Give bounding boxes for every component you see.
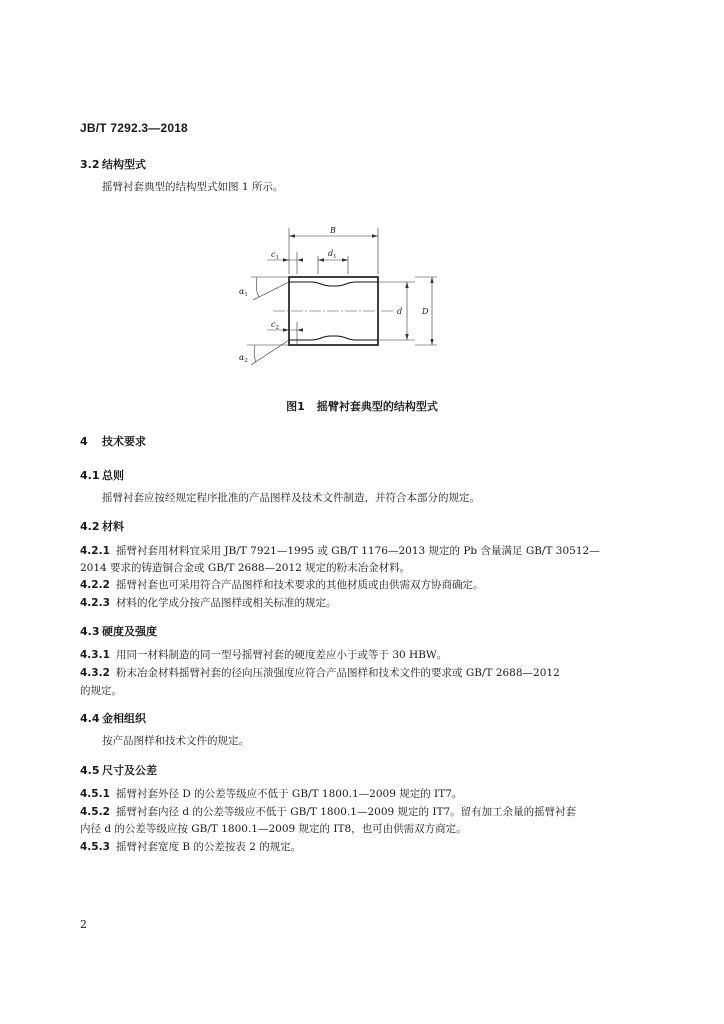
clause-4-5-1	[80, 785, 462, 803]
clause-number: 4.5.2	[80, 806, 110, 818]
section-title: 材料	[102, 520, 124, 533]
page-number: 2	[80, 918, 87, 931]
clause-text: 材料的化学成分按产品图样或相关标准的规定。	[116, 597, 337, 609]
clause-text: 用同一材料制造的同一型号摇臂衬套的硬度差应小于或等于 30 HBW。	[116, 649, 448, 661]
section-title: 技术要求	[102, 435, 146, 448]
chamfer-angle-alpha2	[239, 340, 289, 365]
dimension-b	[289, 226, 378, 274]
label-d1: $d_1$	[328, 249, 337, 260]
clause-number: 4.2.2	[80, 579, 110, 591]
section-title: 尺寸及公差	[102, 764, 157, 777]
section-3-2-text: 摇臂衬套典型的结构型式如图 1 所示。	[102, 181, 284, 193]
clause-text: 摇臂衬套也可采用符合产品图样和技术要求的其他材质或由供需双方协商确定。	[116, 579, 484, 591]
section-4-heading	[80, 433, 146, 449]
clause-text: 粉末冶金材料摇臂衬套的径向压溃强度应符合产品图样和技术文件的要求或 GB/T 2688—2012	[116, 667, 560, 679]
clause-text: 摇臂衬套外径 D 的公差等级应不低于 GB/T 1800.1—2009 规定的 IT7。	[116, 788, 463, 800]
section-title: 金相组织	[102, 712, 146, 725]
section-4-4-heading	[80, 710, 146, 726]
section-number: 4.4	[80, 712, 100, 725]
label-alpha2: $\alpha_2$	[239, 353, 248, 364]
section-4-4-text: 按产品图样和技术文件的规定。	[102, 735, 249, 747]
clause-4-5-2-cont: 内径 d 的公差等级应按 GB/T 1800.1—2009 规定的 IT8，也可由供需双方商定。	[80, 823, 467, 835]
label-c2: $c_2$	[271, 320, 279, 331]
section-number: 4.2	[80, 520, 100, 533]
figure-caption-text: 摇臂衬套典型的结构型式	[316, 400, 438, 413]
clause-number: 4.3.2	[80, 667, 110, 679]
dimension-c1	[267, 250, 303, 274]
section-4-1-text: 摇臂衬套应按经规定程序批准的产品图样及技术文件制造，并符合本部分的规定。	[102, 492, 480, 504]
label-alpha1: $\alpha_1$	[239, 287, 248, 298]
clause-4-2-2	[80, 576, 484, 594]
section-title: 结构型式	[102, 158, 146, 171]
section-number: 4.5	[80, 764, 100, 777]
section-title: 硬度及强度	[102, 625, 157, 638]
label-c1: $c_1$	[271, 250, 279, 261]
chamfer-angle-alpha1	[239, 277, 289, 300]
figure-caption	[0, 398, 724, 414]
clause-text: 摇臂衬套宽度 B 的公差按表 2 的规定。	[116, 841, 302, 853]
clause-number: 4.2.3	[80, 597, 110, 609]
dimension-d1	[318, 249, 348, 274]
bushing-structure-figure	[225, 222, 455, 372]
section-4-2-heading	[80, 518, 124, 534]
clause-number: 4.3.1	[80, 649, 110, 661]
clause-number: 4.2.1	[80, 545, 110, 557]
label-b: B	[330, 226, 336, 235]
label-d: d	[397, 307, 403, 316]
clause-4-5-3	[80, 838, 301, 856]
section-title: 总则	[102, 469, 124, 482]
bushing-body	[273, 277, 393, 345]
clause-4-3-2-cont: 的规定。	[80, 685, 122, 697]
label-D: D	[422, 307, 429, 316]
clause-text: 摇臂衬套内径 d 的公差等级应不低于 GB/T 1800.1—2009 规定的 IT7。留有加工余量的摇臂衬套	[116, 806, 577, 818]
clause-4-2-1	[80, 542, 600, 560]
section-4-3-heading	[80, 623, 157, 639]
clause-4-3-1	[80, 646, 447, 664]
clause-number: 4.5.1	[80, 788, 110, 800]
clause-text: 摇臂衬套用材料宜采用 JB/T 7921—1995 或 GB/T 1176—2013 规定的 Pb 含量满足 GB/T 30512—	[116, 545, 600, 557]
clause-number: 4.5.3	[80, 841, 110, 853]
dimension-outer-diameter	[415, 277, 437, 345]
standard-id-header: JB/T 7292.3—2018	[80, 121, 188, 135]
clause-4-2-1-cont: 2014 要求的铸造铜合金或 GB/T 2688—2012 规定的粉末冶金材料。	[80, 562, 411, 574]
section-number: 4	[80, 435, 88, 448]
section-number: 4.1	[80, 469, 100, 482]
section-number: 4.3	[80, 625, 100, 638]
clause-4-5-2	[80, 803, 576, 821]
section-number: 3.2	[80, 158, 100, 171]
dimension-c2	[267, 320, 303, 345]
clause-4-2-3	[80, 594, 337, 612]
clause-4-3-2	[80, 664, 560, 682]
section-4-5-heading	[80, 762, 157, 778]
section-3-2-heading	[80, 156, 146, 172]
section-4-1-heading	[80, 467, 124, 483]
figure-number: 图1	[286, 400, 305, 413]
